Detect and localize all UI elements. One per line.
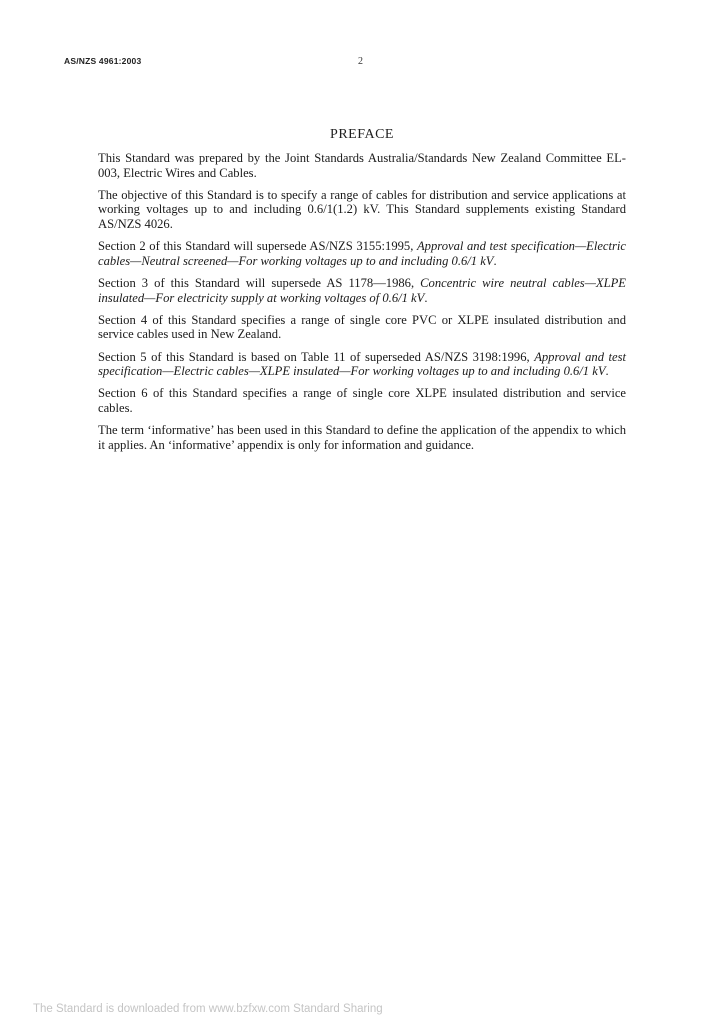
paragraph-section-6 xyxy=(98,386,626,415)
paragraph-committee xyxy=(98,151,626,180)
paragraph-text: This Standard was prepared by the Joint Standards Australia/Standards New Zealand Committee EL-003, Electric Wires and Cables. xyxy=(98,151,626,180)
page-number: 2 xyxy=(358,56,363,67)
paragraph-informative xyxy=(98,423,626,452)
paragraph-tail: . xyxy=(605,364,609,379)
standard-title-italic: Concentric wire neutral cables—XLPE insulated—For electricity supply at working voltages of 0.6/1 kV xyxy=(98,275,626,305)
paragraph-text: Section 4 of this Standard specifies a range of single core PVC or XLPE insulated distribution and service cables used in New Zealand. xyxy=(98,312,626,342)
preface-title: PREFACE xyxy=(330,127,394,142)
download-source-note: The Standard is downloaded from www.bzfxw.com Standard Sharing xyxy=(33,1003,383,1015)
paragraph-text: Section 2 of this Standard will supersede AS/NZS 3155:1995, xyxy=(98,239,417,254)
paragraph-text: Section 3 of this Standard will supersede AS 1178—1986, xyxy=(98,275,421,290)
paragraph-section-2 xyxy=(98,239,626,268)
paragraph-tail: . xyxy=(424,290,428,305)
paragraph-text: Section 5 of this Standard is based on Table 11 of superseded AS/NZS 3198:1996, xyxy=(98,349,535,364)
paragraph-tail: . xyxy=(493,253,497,268)
paragraph-text: Section 6 of this Standard specifies a range of single core XLPE insulated distribution and service cables. xyxy=(98,386,626,415)
paragraph-text: The objective of this Standard is to specify a range of cables for distribution and service applications at working voltages up to and including 0.6/1(1.2) kV. This Standard supplements existing Standard AS/NZS 4026. xyxy=(98,187,626,231)
paragraph-section-5 xyxy=(98,350,626,379)
standard-title-italic: Approval and test specification—Electric cables—Neutral screened—For working voltages up to and including 0.6/1 kV xyxy=(98,239,627,268)
paragraph-section-3 xyxy=(98,276,626,305)
document-id: AS/NZS 4961:2003 xyxy=(64,56,142,66)
paragraph-objective xyxy=(98,188,626,232)
paragraph-text: The term ‘informative’ has been used in this Standard to define the application of the appendix to which it applies. An ‘informative’ appendix is only for information and guidance. xyxy=(98,423,626,452)
preface-body xyxy=(98,151,626,460)
page-header xyxy=(64,56,660,70)
standard-title-italic: Approval and test specification—Electric cables—XLPE insulated—For working voltages up to and including 0.6/1 kV xyxy=(98,349,626,379)
paragraph-section-4 xyxy=(98,313,626,342)
